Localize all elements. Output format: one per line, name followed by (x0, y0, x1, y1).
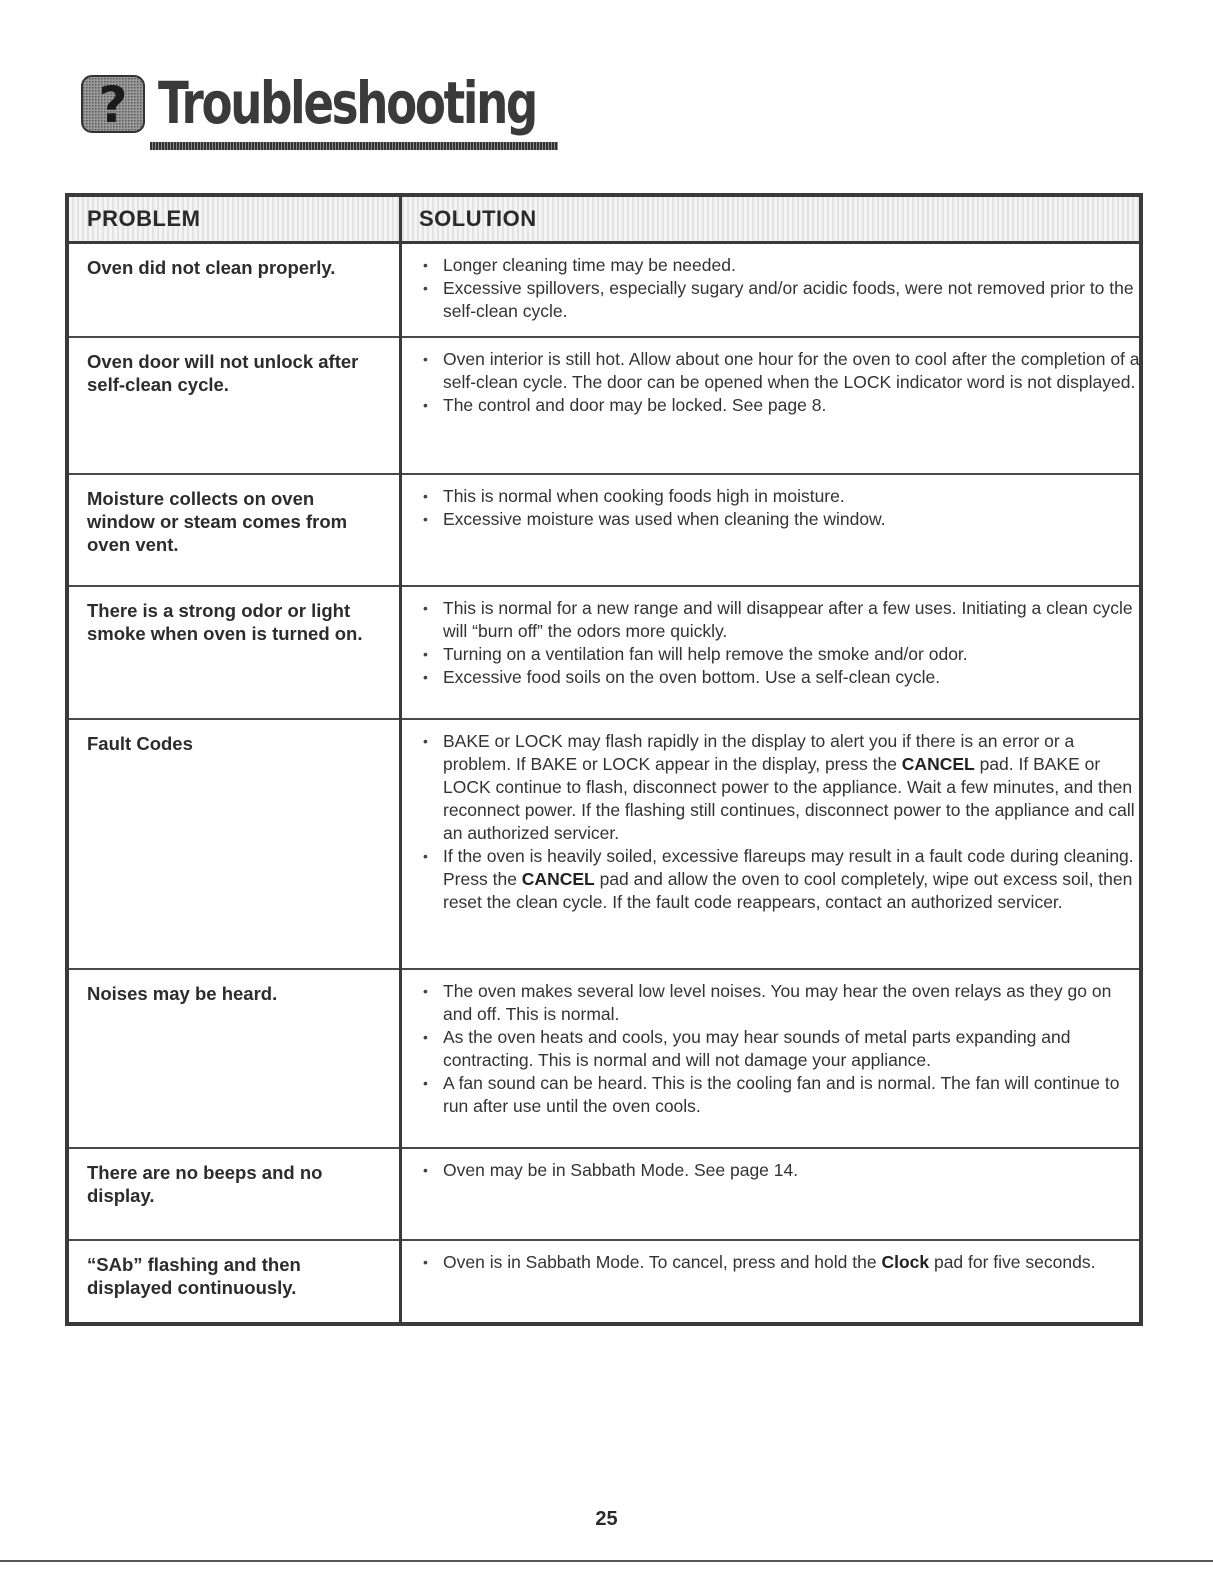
solution-item (421, 254, 1143, 277)
solution-item (421, 1159, 1143, 1182)
solution-item (421, 1026, 1143, 1072)
pad-name: Clock (881, 1252, 930, 1272)
solution-text: pad for five seconds. (929, 1252, 1096, 1272)
problem-text: Fault Codes (87, 733, 193, 754)
table-row (69, 475, 1139, 587)
solution-text: The oven makes several low level noises. You may hear the oven relays as they go on and off. This is normal. (443, 981, 1112, 1024)
solution-text: Excessive moisture was used when cleaning the window. (443, 509, 886, 529)
table-row (69, 970, 1139, 1149)
page-header (80, 62, 536, 162)
problem-text: There is a strong odor or light smoke when oven is turned on. (87, 600, 363, 644)
solution-text: This is normal for a new range and will disappear after a few uses. Initiating a clean cycle will “burn off” the odors more quickly. (443, 598, 1133, 641)
solution-text: Oven interior is still hot. Allow about one hour for the oven to cool after the completion of a self-clean cycle. The door can be opened when the LOCK indicator word is not displayed. (443, 349, 1140, 392)
solution-text: BAKE or LOCK may flash rapidly in the display to alert you if there is an error or a problem. If BAKE or LOCK appear in the display, press the (443, 731, 1075, 774)
solution-item (421, 348, 1143, 394)
solution-list (421, 1251, 1143, 1274)
solution-item (421, 1251, 1143, 1274)
table-row (69, 587, 1139, 720)
problem-text: Oven did not clean properly. (87, 257, 336, 278)
solution-text: Oven is in Sabbath Mode. To cancel, press and hold the (443, 1252, 882, 1272)
solution-item (421, 643, 1143, 666)
problem-text: Oven door will not unlock after self-clean cycle. (87, 351, 359, 395)
pad-name: CANCEL (901, 754, 975, 774)
table-row (69, 338, 1139, 475)
solution-text: Turning on a ventilation fan will help remove the smoke and/or odor. (443, 644, 968, 664)
footer-rule (0, 1560, 1213, 1562)
solution-text: The control and door may be locked. See page 8. (443, 395, 827, 415)
column-divider (399, 197, 402, 1322)
table-row (69, 244, 1139, 338)
solution-list (421, 348, 1143, 417)
solution-list (421, 254, 1143, 323)
question-icon (80, 72, 146, 136)
solution-item (421, 1072, 1143, 1118)
problem-text: “SAb” flashing and then displayed continuously. (87, 1254, 301, 1298)
table-row (69, 720, 1139, 970)
page-title: Troubleshooting (158, 69, 536, 137)
solution-item (421, 730, 1143, 845)
solution-item (421, 597, 1143, 643)
solution-item (421, 666, 1143, 689)
solution-column-header: SOLUTION (419, 206, 537, 231)
solution-item (421, 277, 1143, 323)
problem-text: Moisture collects on oven window or steam comes from oven vent. (87, 488, 348, 555)
solution-text: pad and allow the oven to cool completely, wipe out excess soil, then reset the clean cycle. If the fault code reappears, contact an authorized servicer. (443, 869, 1133, 912)
problem-text: Noises may be heard. (87, 983, 278, 1004)
solution-text: If the oven is heavily soiled, excessive flareups may result in a fault code during cleaning. Press the (443, 846, 1134, 889)
solution-item (421, 845, 1143, 914)
solution-list (421, 730, 1143, 914)
table-header (69, 197, 1139, 244)
solution-text: pad. If BAKE or LOCK continue to flash, disconnect power to the appliance. Wait a few minutes, and then reconnect power. If the flashing still continues, disconnect power to the appliance and call an authorized servicer. (443, 754, 1135, 843)
solution-list (421, 485, 1143, 531)
solution-text: Oven may be in Sabbath Mode. See page 14. (443, 1160, 799, 1180)
solution-text: As the oven heats and cools, you may hear sounds of metal parts expanding and contracting. This is normal and will not damage your appliance. (443, 1027, 1071, 1070)
solution-text: Excessive spillovers, especially sugary and/or acidic foods, were not removed prior to the self-clean cycle. (443, 278, 1134, 321)
problem-column-header: PROBLEM (87, 206, 201, 231)
solution-text: This is normal when cooking foods high in moisture. (443, 486, 845, 506)
solution-list (421, 1159, 1143, 1182)
solution-item (421, 508, 1143, 531)
title-underline (150, 142, 558, 150)
solution-item (421, 394, 1143, 417)
problem-text: There are no beeps and no display. (87, 1162, 323, 1206)
troubleshooting-table (65, 193, 1143, 1326)
solution-list (421, 980, 1143, 1118)
solution-item (421, 485, 1143, 508)
solution-list (421, 597, 1143, 689)
solution-text: A fan sound can be heard. This is the cooling fan and is normal. The fan will continue to run after use until the oven cools. (443, 1073, 1120, 1116)
solution-item (421, 980, 1143, 1026)
solution-text: Excessive food soils on the oven bottom. Use a self-clean cycle. (443, 667, 941, 687)
svg-text:?: ? (98, 76, 128, 134)
table-row (69, 1149, 1139, 1241)
page-number: 25 (595, 1508, 618, 1530)
table-row (69, 1241, 1139, 1322)
solution-text: Longer cleaning time may be needed. (443, 255, 736, 275)
pad-name: CANCEL (521, 869, 595, 889)
